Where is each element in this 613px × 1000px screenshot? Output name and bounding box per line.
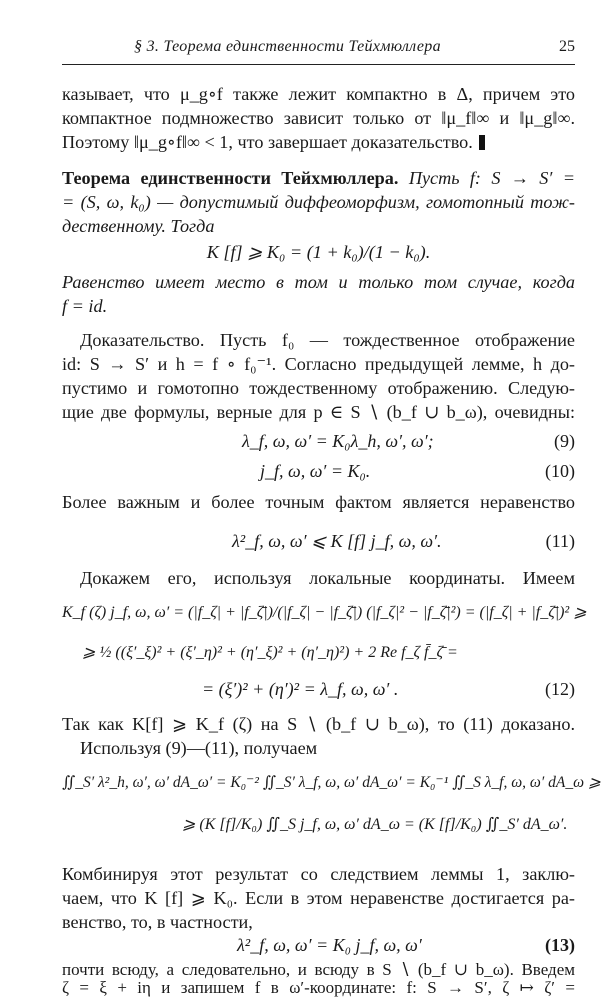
page-number: 25 [559, 38, 575, 55]
equation-number: (10) [545, 461, 575, 481]
equation-formula: j_f, ω, ω′ = K₀. [260, 461, 371, 481]
proof-line: id: S → S′ и h = f ∘ f₀⁻¹. Согласно предыдущей лемме, h до- [62, 354, 575, 374]
equation-formula: ∬_S′ λ²_h, ω′, ω′ dA_ω′ = K₀⁻² ∬_S′ λ_f, ω, ω′ dA_ω′ = K₀⁻¹ ∬_S λ_f, ω, ω′ dA_ω ⩾ [62, 774, 601, 791]
equation-formula: = (ξ′)² + (η′)² = λ_f, ω, ω′ . [202, 679, 399, 699]
proof-line: пустимо и гомотопно тождественному отображению. Следую- [62, 378, 575, 398]
theorem-text: Пусть f: S → S′ = [408, 168, 576, 188]
equation-formula: λ_f, ω, ω′ = K₀λ_h, ω′, ω′; [242, 431, 434, 451]
equation-number: (12) [545, 679, 575, 699]
text-line: Более важным и более точным фактом является неравенство [62, 492, 575, 512]
text-line: казывает, что μ_g∘f также лежит компактно в Δ, причем это [62, 84, 575, 104]
text-line: Используя (9)—(11), получаем [80, 738, 318, 758]
running-title: § 3. Теорема единственности Тейхмюллера [134, 38, 441, 55]
text-line: ζ = ξ + iη и запишем f в ω′-координате: f: S → S′, ζ ↦ ζ′ = [62, 978, 575, 997]
equation-number: (9) [554, 431, 575, 451]
equation-formula: K_f (ζ) j_f, ω, ω′ = (|f_ζ| + |f_ζ̄|)/(|f_ζ| − |f_ζ̄|) (|f_ζ|² − |f_ζ̄|²) = (|f_ζ| + |f_ζ̄|)² ⩾ [62, 604, 587, 621]
equation-formula: λ²_f, ω, ω′ = K₀ j_f, ω, ω′ [237, 935, 422, 955]
theorem-text: = (S, ω, k₀) — допустимый диффеоморфизм, гомотопный тож- [62, 192, 575, 212]
equation-formula: λ²_f, ω, ω′ ⩽ K [f] j_f, ω, ω′. [232, 531, 442, 551]
text-line: венство, то, в частности, [62, 912, 253, 932]
theorem-statement-line [62, 166, 575, 190]
page-header [62, 34, 575, 65]
text-line [62, 130, 575, 154]
theorem-title: Теорема единственности Тейхмюллера. [62, 168, 399, 188]
text-line: почти всюду, а следовательно, и всюду в S ∖ (b_f ∪ b_ω). Введем [62, 960, 575, 979]
equation-formula: ⩾ ½ ((ξ′_ξ)² + (ξ′_η)² + (η′_ξ)² + (η′_η)²) + 2 Re f_ζ f̄_ζ̄ = [82, 644, 458, 661]
text-line: Комбинируя этот результат со следствием леммы 1, заклю- [62, 864, 575, 884]
equation-number: (13) [545, 935, 575, 955]
theorem-text: f = id. [62, 296, 108, 316]
text-line-content: Поэтому ‖μ_g∘f‖∞ < 1, что завершает доказательство. [62, 132, 473, 152]
theorem-text: дественному. Тогда [62, 216, 215, 236]
equation-formula: ⩾ (K [f]/K₀) ∬_S j_f, ω, ω′ dA_ω = (K [f]/K₀) ∬_S′ dA_ω′. [182, 816, 568, 833]
theorem-text: Равенство имеет место в том и только том случае, когда [62, 272, 575, 292]
text-line: компактное подмножество зависит только от ‖μ_f‖∞ и ‖μ_g‖∞. [62, 108, 575, 128]
proof-line: щие две формулы, верные для p ∈ S ∖ (b_f ∪ b_ω), очевидны: [62, 402, 575, 422]
theorem-formula: K [f] ⩾ K₀ = (1 + k₀)/(1 − k₀). [206, 242, 431, 262]
text-line: чаем, что K [f] ⩾ K₀. Если в этом неравенстве достигается ра- [62, 888, 575, 908]
qed-mark-icon [479, 135, 485, 150]
text-line: Так как K[f] ⩾ K_f (ζ) на S ∖ (b_f ∪ b_ω), то (11) доказано. [62, 714, 575, 734]
equation-number: (11) [545, 531, 575, 551]
text-line: Докажем его, используя локальные координаты. Имеем [80, 568, 575, 588]
proof-line: Доказательство. Пусть f₀ — тождественное отображение [80, 330, 575, 350]
